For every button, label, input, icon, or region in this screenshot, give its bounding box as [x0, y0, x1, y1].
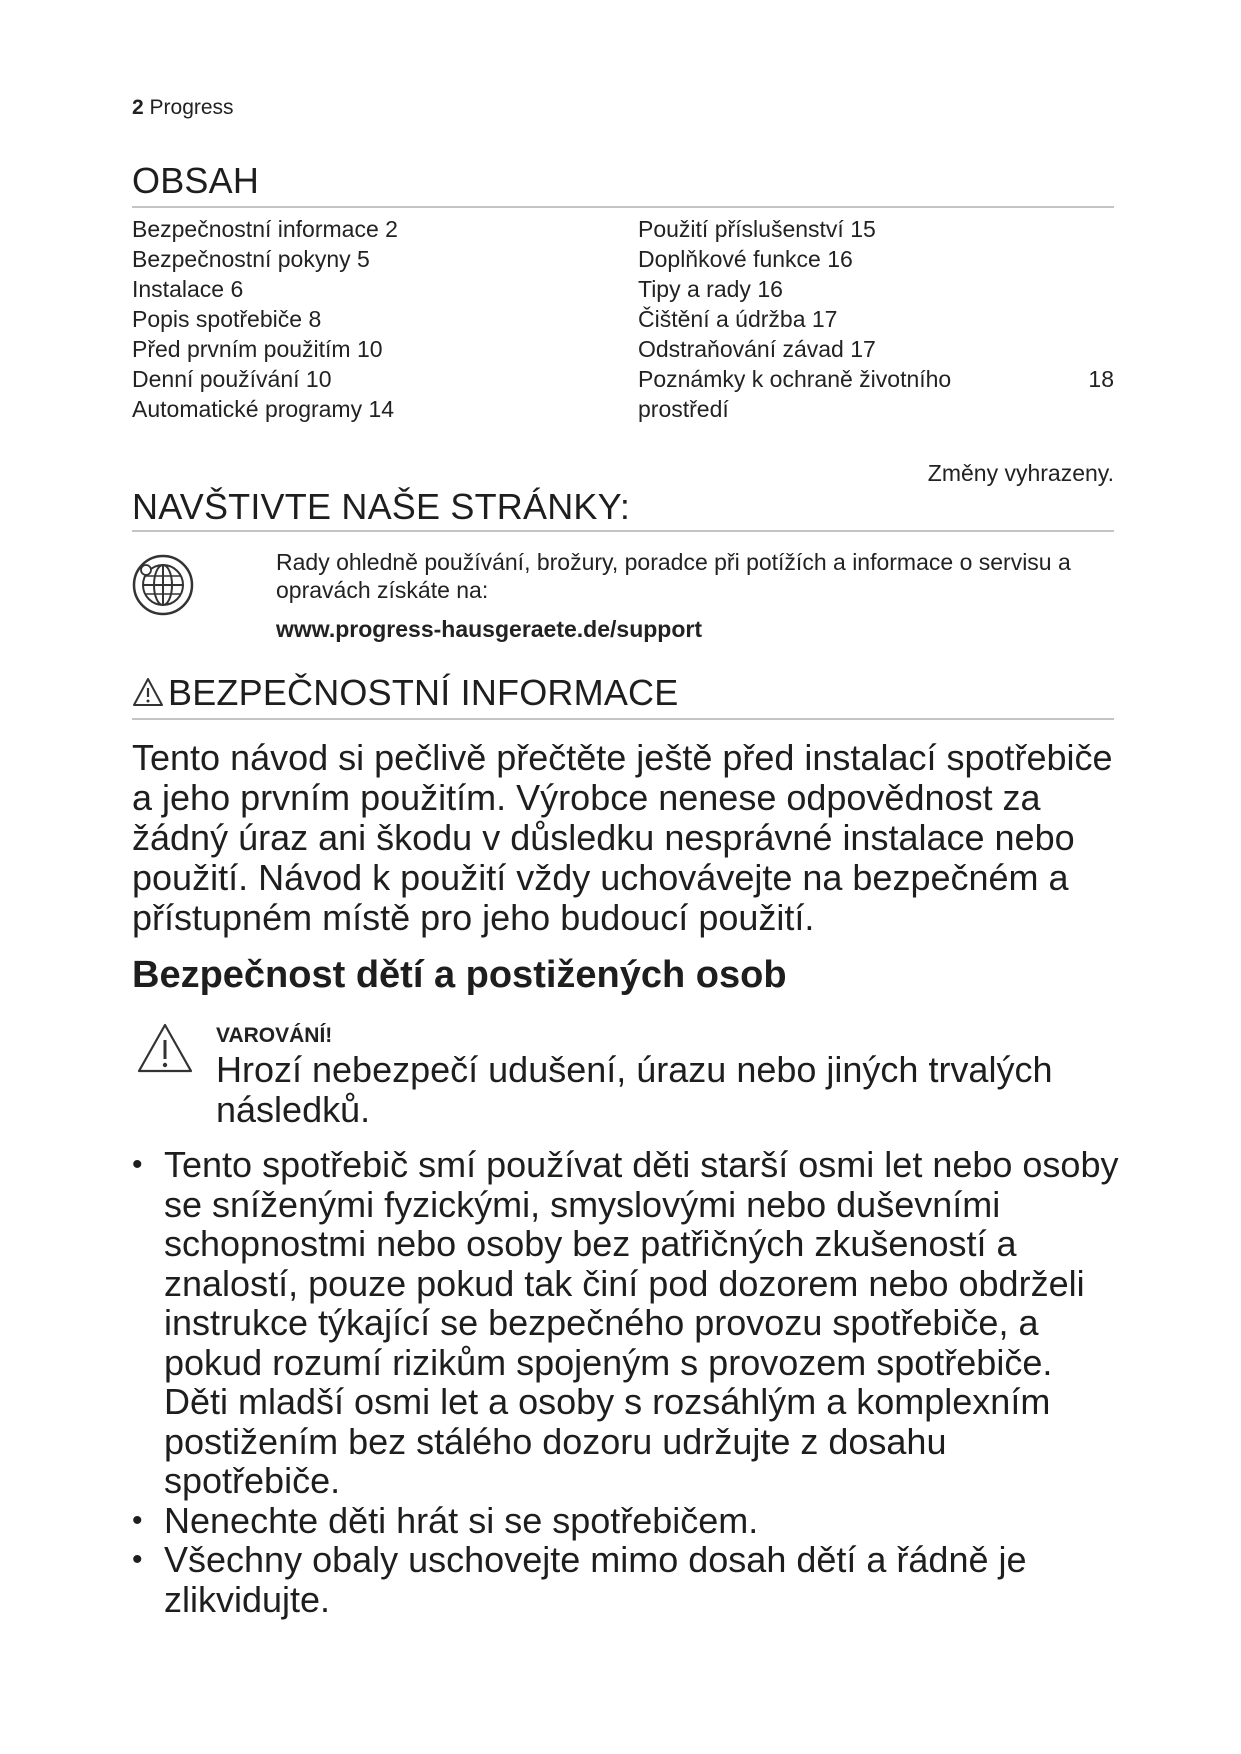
visit-description: Rady ohledně používání, brožury, poradce při potížích a informace o servisu a opravách získáte na:	[276, 549, 1071, 603]
brand-name: Progress	[149, 96, 234, 119]
toc-entry[interactable]: Čištění a údržba 17	[638, 306, 838, 332]
toc-entry[interactable]: Denní používání 10	[132, 366, 332, 392]
safety-intro: Tento návod si pečlivě přečtěte ještě před instalací spotřebiče a jeho prvním použitím. Výrobce nenese odpovědnost za žádný úraz ani škodu v důsledku nesprávné instalace nebo použití. Návod k použití vždy uchovávejte na bezpečném a přístupném místě pro jeho budoucí použití.	[132, 737, 1113, 938]
warning-triangle-icon	[136, 1022, 194, 1074]
list-item: • Všechny obaly uschovejte mimo dosah dětí a řádně je zlikvidujte.	[132, 1539, 1027, 1620]
support-link[interactable]: www.progress-hausgeraete.de/support	[276, 616, 703, 642]
toc-entry[interactable]: Bezpečnostní pokyny 5	[132, 246, 370, 272]
toc-title: OBSAH	[132, 160, 260, 201]
list-item: • Nenechte děti hrát si se spotřebičem.	[132, 1499, 759, 1541]
visit-title: NAVŠTIVTE NAŠE STRÁNKY:	[132, 486, 631, 527]
toc-entry[interactable]: Odstraňování závad 17	[638, 336, 876, 362]
children-safety-heading: Bezpečnost dětí a postižených osob	[132, 954, 787, 996]
page-header	[132, 96, 234, 120]
toc-entry[interactable]: Před prvním použitím 10	[132, 336, 383, 362]
toc-left-column	[132, 214, 612, 424]
safety-divider	[132, 718, 1114, 720]
visit-divider	[132, 530, 1114, 532]
warning-label: VAROVÁNÍ!	[216, 1024, 333, 1047]
changes-reserved-note: Změny vyhrazeny.	[927, 460, 1114, 486]
warning-text: Hrozí nebezpečí udušení, úrazu nebo jiných trvalých následků.	[216, 1049, 1053, 1130]
toc-entry[interactable]: Poznámky k ochraně životního prostředí 18	[638, 366, 1114, 422]
toc-divider	[132, 206, 1114, 208]
warning-icon	[132, 677, 164, 707]
toc-entry[interactable]: Automatické programy 14	[132, 396, 395, 422]
safety-title: BEZPEČNOSTNÍ INFORMACE	[132, 672, 678, 714]
toc-right-column	[638, 214, 1114, 424]
toc-entry[interactable]: Doplňkové funkce 16	[638, 246, 853, 272]
list-item: • Tento spotřebič smí používat děti starší osmi let nebo osoby se sníženými fyzickými, smyslovými nebo duševními schopnostmi nebo osoby bez patřičných zkušeností a znalostí, pouze pokud tak činí pod dozorem nebo obdrželi instrukce týkající se bezpečného provozu spotřebiče, a pokud rozumí rizikům spojeným s provozem spotřebiče. Děti mladší osmi let a osoby s rozsáhlým a komplexním postižením bez stálého dozoru udržujte z dosahu spotřebiče.	[132, 1144, 1119, 1501]
toc-entry[interactable]: Bezpečnostní informace 2	[132, 216, 398, 242]
toc-entry[interactable]: Popis spotřebiče 8	[132, 306, 322, 332]
globe-icon	[132, 554, 194, 616]
toc-entry[interactable]: Instalace 6	[132, 276, 244, 302]
page-number: 2	[132, 96, 144, 119]
toc-entry[interactable]: Použití příslušenství 15	[638, 216, 876, 242]
safety-bullet-list	[132, 1145, 1122, 1619]
toc-entry[interactable]: Tipy a rady 16	[638, 276, 783, 302]
